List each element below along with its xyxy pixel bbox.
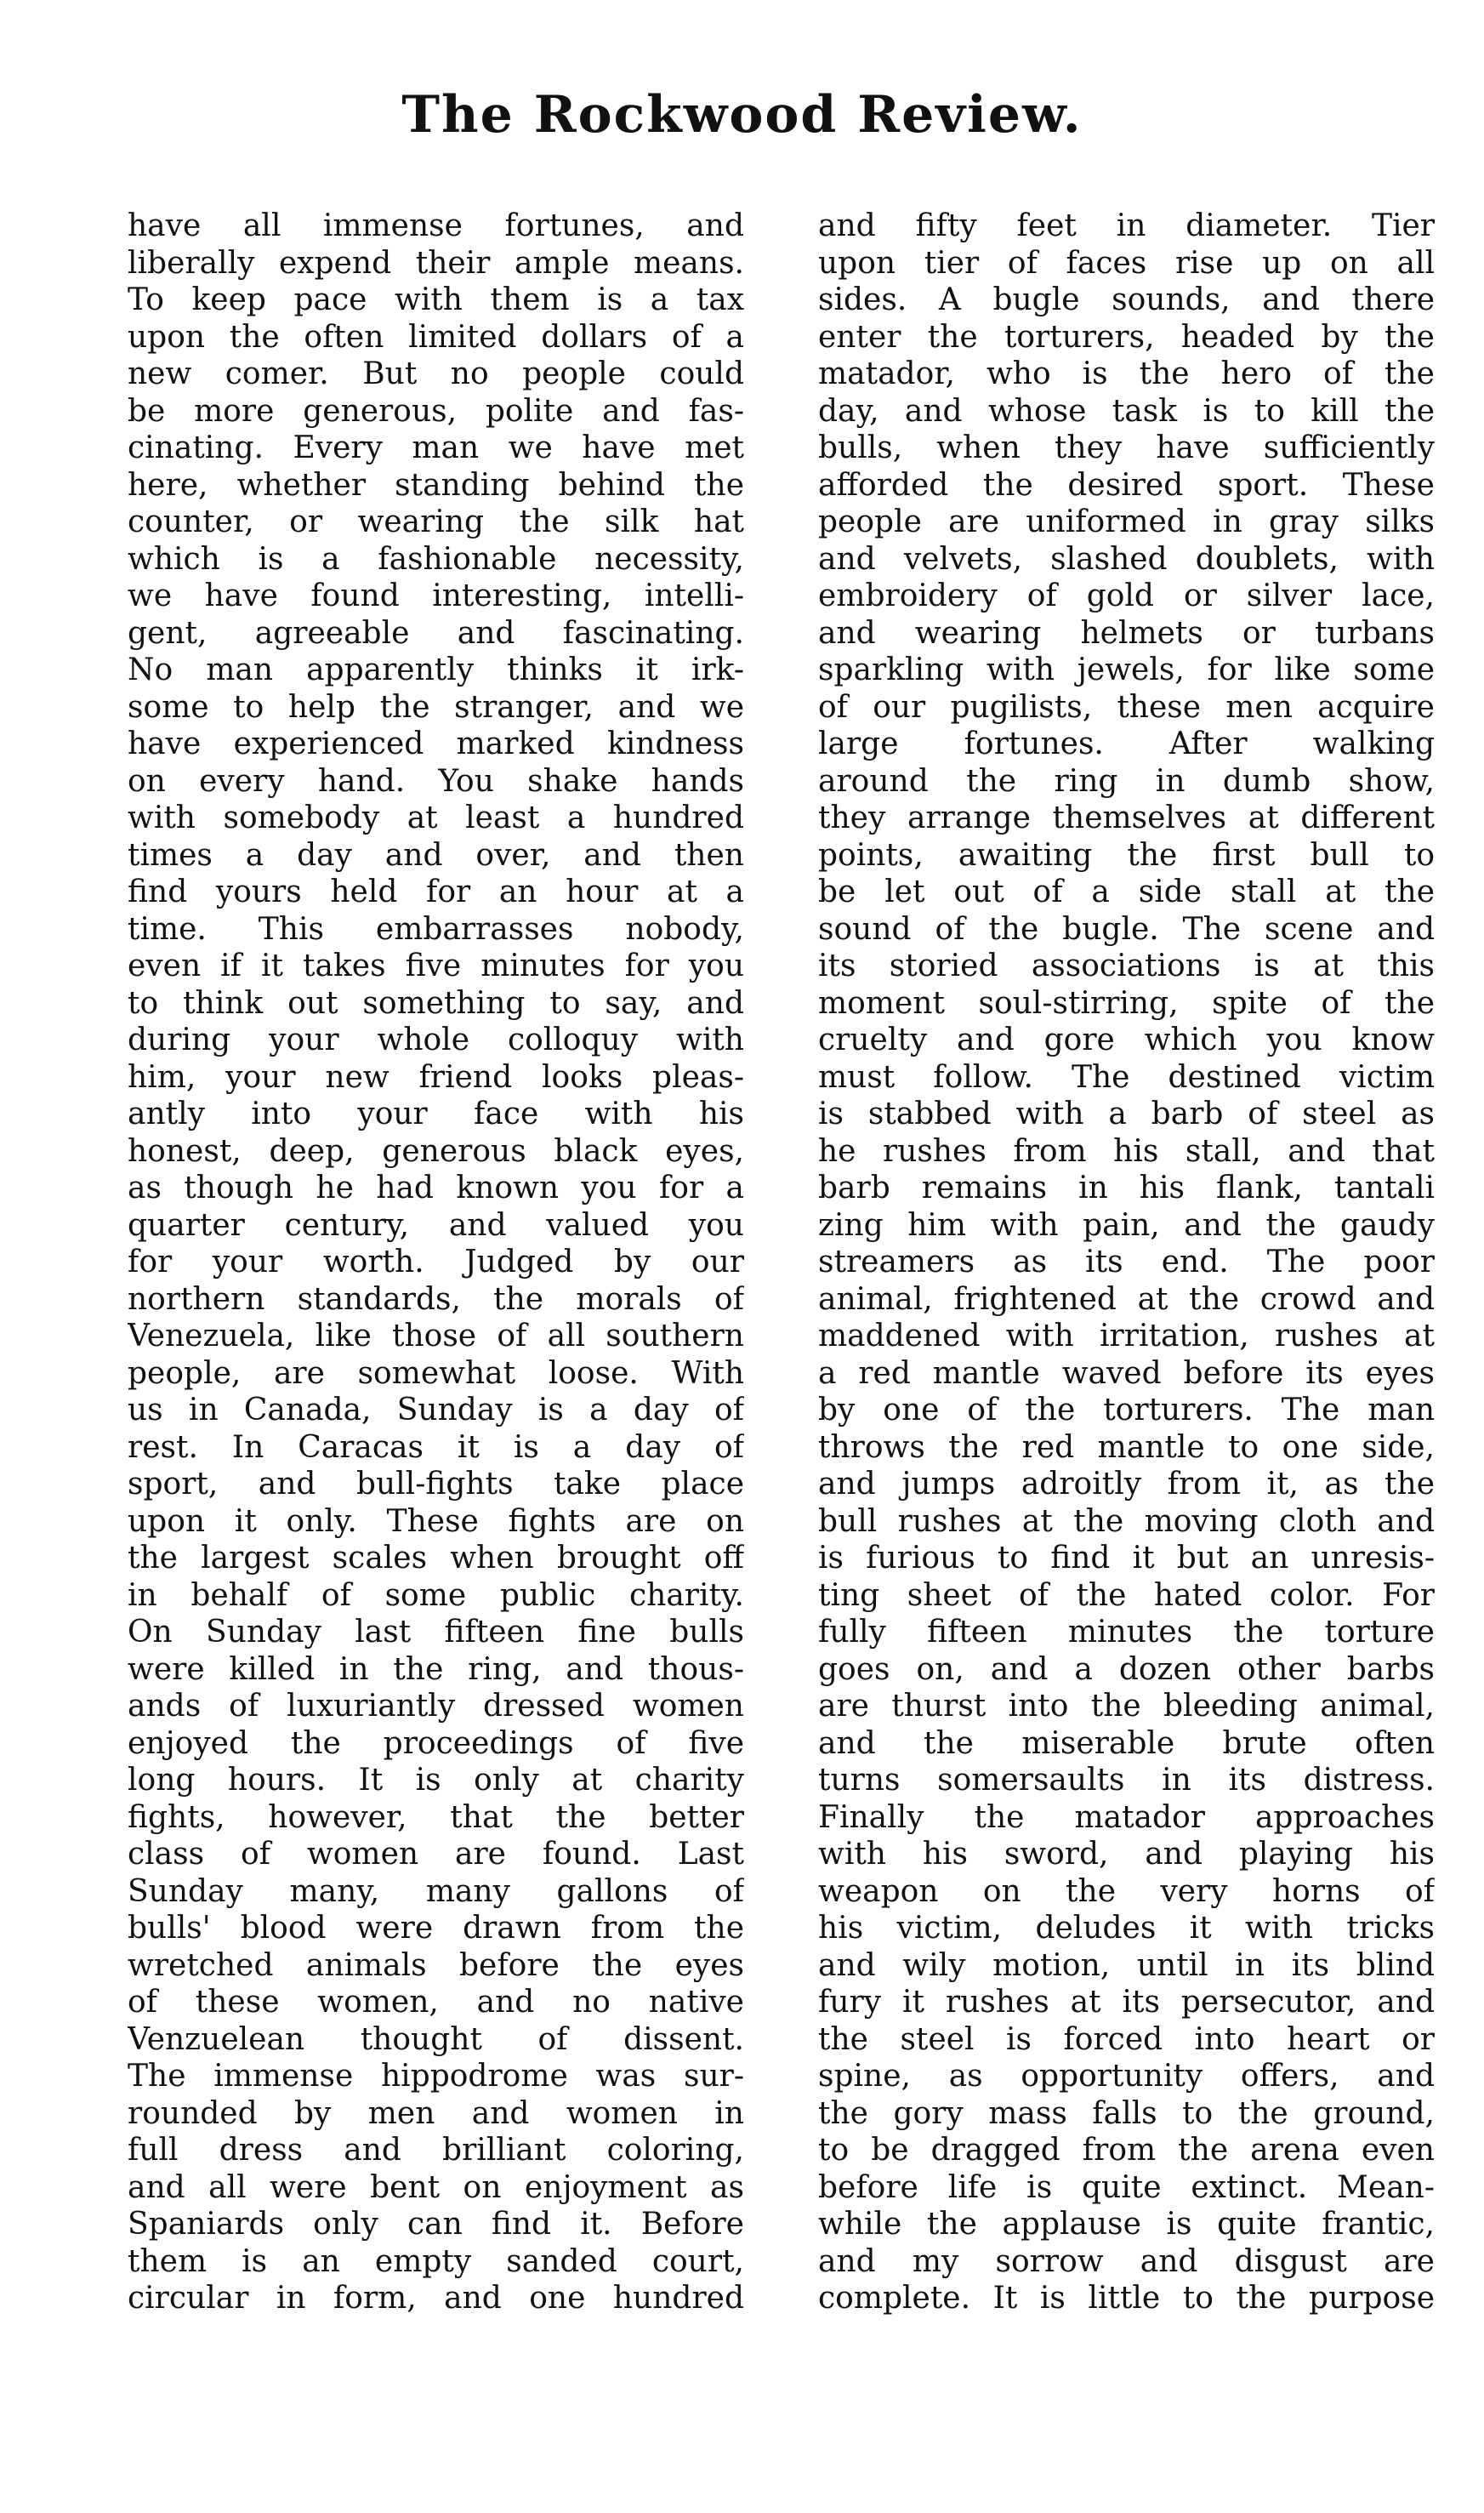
text-line: fights, however, that the better [128,1799,744,1835]
text-line: Sunday many, many gallons of [128,1873,744,1909]
text-line: upon the often limited dollars of a [128,319,744,355]
text-line: complete. It is little to the purpose [818,2281,1435,2316]
page-header-title: The Rockwood Review. [401,85,1083,145]
text-line: ting sheet of the hated color. For [818,1577,1435,1613]
text-line: rounded by men and women in [128,2095,744,2131]
text-line: barb remains in his flank, tantali [818,1171,1435,1205]
text-line: us in Canada, Sunday is a day of [128,1393,744,1427]
text-line: day, and whose task is to kill the [818,393,1435,429]
text-line: time. This embarrasses nobody, [128,911,744,947]
text-line: they arrange themselves at different [818,801,1435,835]
text-line: honest, deep, generous black eyes, [128,1133,744,1169]
text-line: and fifty feet in diameter. Tier [818,208,1435,243]
text-line: them is an empty sanded court, [128,2243,744,2279]
text-line: sides. A bugle sounds, and there [818,282,1435,317]
text-line: sparkling with jewels, for like some [818,652,1435,687]
text-line: spine, as opportunity offers, and [818,2059,1435,2094]
text-line: is stabbed with a barb of steel as [818,1097,1435,1131]
text-line: and jumps adroitly from it, as the [818,1467,1435,1502]
text-line: find yours held for an hour at a [128,875,744,909]
text-line: with his sword, and playing his [818,1837,1435,1872]
text-line: and wily motion, until in its blind [818,1947,1435,1983]
text-line: are thurst into the bleeding animal, [818,1689,1435,1724]
text-line: turns somersaults in its distress. [818,1763,1435,1798]
text-column-right [818,208,1435,2317]
text-line: wretched animals before the eyes [128,1947,744,1983]
text-line: the largest scales when brought off [128,1541,744,1576]
text-line: for your worth. Judged by our [128,1245,744,1279]
text-line: antly into your face with his [128,1097,744,1131]
text-line: bulls' blood were drawn from the [128,1911,744,1946]
text-line: his victim, deludes it with tricks [818,1911,1435,1946]
text-line: fully fifteen minutes the torture [818,1615,1435,1650]
text-line: streamers as its end. The poor [818,1245,1435,1279]
text-line: as though he had known you for a [128,1171,744,1205]
text-line: the gory mass falls to the ground, [818,2095,1435,2131]
text-line: be more generous, polite and fas- [128,393,744,429]
text-line: moment soul-stirring, spite of the [818,985,1435,1021]
text-line: sound of the bugle. The scene and [818,911,1435,947]
text-line: we have found interesting, intelli- [128,578,744,613]
text-line: cruelty and gore which you know [818,1023,1435,1057]
text-line: No man apparently thinks it irk- [128,652,744,687]
text-line: and velvets, slashed doublets, with [818,541,1435,577]
text-line: matador, who is the hero of the [818,356,1435,391]
text-line: while the applause is quite frantic, [818,2207,1435,2242]
text-line: and wearing helmets or turbans [818,615,1435,651]
text-line: liberally expend their ample means. [128,245,744,281]
text-line: to think out something to say, and [128,985,744,1021]
text-line: Spaniards only can find it. Before [128,2207,744,2242]
text-line: fury it rushes at its persecutor, and [818,1985,1435,2020]
text-column-left [128,208,744,2317]
text-line: upon it only. These fights are on [128,1503,744,1539]
text-line: and my sorrow and disgust are [818,2243,1435,2279]
text-line: even if it takes five minutes for you [128,949,744,983]
text-line: goes on, and a dozen other barbs [818,1651,1435,1687]
text-line: him, your new friend looks pleas- [128,1059,744,1095]
text-line: of our pugilists, these men acquire [818,689,1435,725]
text-line: large fortunes. After walking [818,727,1435,761]
text-line: which is a fashionable necessity, [128,541,744,577]
text-line: Venezuela, like those of all southern [128,1319,744,1353]
text-line: were killed in the ring, and thous- [128,1651,744,1687]
text-line: with somebody at least a hundred [128,801,744,835]
text-line: by one of the torturers. The man [818,1393,1435,1427]
text-line: On Sunday last fifteen fine bulls [128,1615,744,1650]
text-line: counter, or wearing the silk hat [128,504,744,539]
text-line: circular in form, and one hundred [128,2281,744,2316]
text-line: animal, frightened at the crowd and [818,1281,1435,1317]
text-line: and all were bent on enjoyment as [128,2169,744,2205]
text-line: during your whole colloquy with [128,1023,744,1057]
text-line: be let out of a side stall at the [818,875,1435,909]
text-line: class of women are found. Last [128,1837,744,1872]
text-line: have experienced marked kindness [128,727,744,761]
text-line: the steel is forced into heart or [818,2021,1435,2057]
text-line: must follow. The destined victim [818,1059,1435,1095]
text-line: here, whether standing behind the [128,467,744,503]
text-line: bull rushes at the moving cloth and [818,1503,1435,1539]
text-line: gent, agreeable and fascinating. [128,615,744,651]
text-line: people are uniformed in gray silks [818,504,1435,539]
text-line: of these women, and no native [128,1985,744,2020]
text-line: to be dragged from the arena even [818,2133,1435,2168]
text-line: full dress and brilliant coloring, [128,2133,744,2168]
text-line: enter the torturers, headed by the [818,319,1435,355]
text-line: weapon on the very horns of [818,1873,1435,1909]
text-line: in behalf of some public charity. [128,1577,744,1613]
text-line: people, are somewhat loose. With [128,1355,744,1391]
text-line: quarter century, and valued you [128,1207,744,1243]
text-line: he rushes from his stall, and that [818,1133,1435,1169]
text-line: cinating. Every man we have met [128,430,744,465]
text-line: rest. In Caracas it is a day of [128,1429,744,1465]
text-line: bulls, when they have sufficiently [818,430,1435,465]
text-line: upon tier of faces rise up on all [818,245,1435,281]
text-line: its storied associations is at this [818,949,1435,983]
text-line: afforded the desired sport. These [818,467,1435,503]
text-line: and the miserable brute often [818,1725,1435,1761]
text-line: Venzuelean thought of dissent. [128,2021,744,2057]
text-line: maddened with irritation, rushes at [818,1319,1435,1353]
text-line: some to help the stranger, and we [128,689,744,725]
text-line: To keep pace with them is a tax [128,282,744,317]
text-line: on every hand. You shake hands [128,763,744,799]
text-line: points, awaiting the first bull to [818,837,1435,873]
text-line: zing him with pain, and the gaudy [818,1207,1435,1243]
text-line: times a day and over, and then [128,837,744,873]
text-line: long hours. It is only at charity [128,1763,744,1798]
text-line: enjoyed the proceedings of five [128,1725,744,1761]
text-line: sport, and bull-fights take place [128,1467,744,1502]
text-line: northern standards, the morals of [128,1281,744,1317]
text-line: The immense hippodrome was sur- [128,2059,744,2094]
text-line: have all immense fortunes, and [128,208,744,243]
text-line: ands of luxuriantly dressed women [128,1689,744,1724]
text-line: Finally the matador approaches [818,1799,1435,1835]
text-line: is furious to find it but an unresis- [818,1541,1435,1576]
text-line: a red mantle waved before its eyes [818,1355,1435,1391]
text-line: around the ring in dumb show, [818,763,1435,799]
text-line: new comer. But no people could [128,356,744,391]
text-line: embroidery of gold or silver lace, [818,578,1435,613]
text-line: before life is quite extinct. Mean- [818,2169,1435,2205]
text-line: throws the red mantle to one side, [818,1429,1435,1465]
